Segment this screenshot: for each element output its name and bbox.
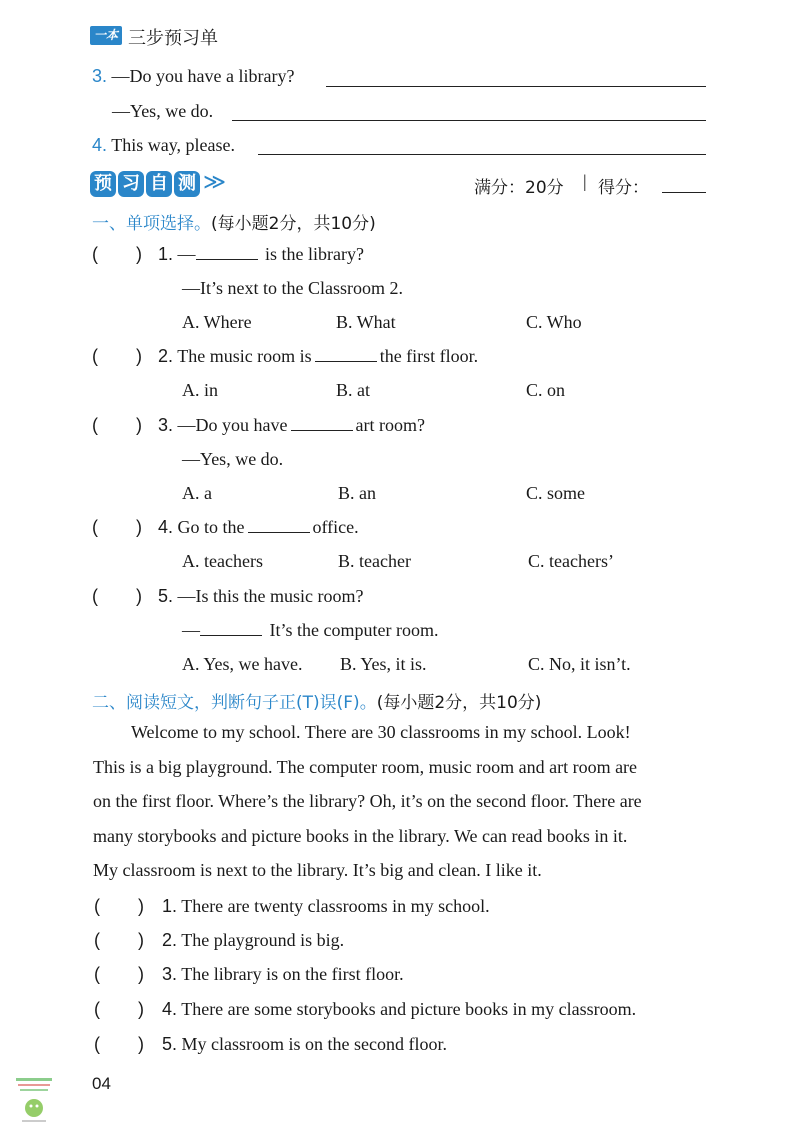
score-input[interactable]	[662, 192, 706, 193]
chevron-right-icon: ≫	[203, 170, 227, 195]
question-5: 5. —Is this the music room?	[158, 586, 364, 606]
option[interactable]: C. No, it isn’t.	[528, 654, 631, 674]
question-1-line2: —It’s next to the Classroom 2.	[182, 278, 403, 298]
option[interactable]: A. Yes, we have.	[182, 654, 303, 674]
score-divider: |	[583, 171, 587, 191]
part2-title: 二、阅读短文，判断句子正(T)误(F)。(每小题2分，共10分)	[92, 693, 542, 713]
answer-paren[interactable]: ( )	[92, 517, 142, 537]
full-score: 满分：20分	[474, 178, 564, 198]
top-item-3-reply: —Yes, we do.	[112, 101, 214, 121]
top-item-3: 3. —Do you have a library?	[92, 66, 295, 86]
passage-line: many storybooks and picture books in the library. We can read books in it.	[93, 826, 628, 846]
header-title: 三步预习单	[128, 28, 218, 49]
option[interactable]: A. teachers	[182, 551, 263, 571]
question-1: 1. — is the library?	[158, 244, 364, 264]
option[interactable]: C. Who	[526, 312, 582, 332]
answer-paren[interactable]: ( )	[92, 586, 142, 606]
badge-char: 自	[146, 171, 172, 197]
option[interactable]: B. an	[338, 483, 376, 503]
answer-paren[interactable]: ( )	[94, 964, 144, 984]
option[interactable]: B. teacher	[338, 551, 411, 571]
answer-line[interactable]	[258, 154, 706, 155]
passage-line: My classroom is next to the library. It’s big and clean. I like it.	[93, 860, 542, 880]
answer-paren[interactable]: ( )	[92, 346, 142, 366]
answer-paren[interactable]: ( )	[94, 930, 144, 950]
option[interactable]: A. a	[182, 483, 212, 503]
statement-1: 1. There are twenty classrooms in my school.	[162, 896, 490, 916]
option[interactable]: C. on	[526, 380, 566, 400]
question-3-line2: —Yes, we do.	[182, 449, 284, 469]
answer-paren[interactable]: ( )	[92, 415, 142, 435]
statement-4: 4. There are some storybooks and picture books in my classroom.	[162, 999, 637, 1019]
answer-paren[interactable]: ( )	[94, 999, 144, 1019]
option[interactable]: B. at	[336, 380, 370, 400]
passage-line: This is a big playground. The computer room, music room and art room are	[93, 757, 638, 777]
question-5-line2: — It’s the computer room.	[182, 620, 439, 640]
answer-paren[interactable]: ( )	[94, 896, 144, 916]
page-number: 04	[92, 1074, 111, 1093]
passage-line: Welcome to my school. There are 30 classrooms in my school. Look!	[131, 722, 631, 742]
option[interactable]: B. What	[336, 312, 396, 332]
answer-line[interactable]	[232, 120, 706, 121]
passage-line: on the first floor. Where’s the library? Oh, it’s on the second floor. There are	[93, 791, 642, 811]
top-item-4: 4. This way, please.	[92, 135, 235, 155]
answer-paren[interactable]: ( )	[94, 1034, 144, 1054]
badge-char: 预	[90, 171, 116, 197]
statement-2: 2. The playground is big.	[162, 930, 345, 950]
question-4: 4. Go to the office.	[158, 517, 359, 537]
answer-paren[interactable]: ( )	[92, 244, 142, 264]
statement-3: 3. The library is on the first floor.	[162, 964, 404, 984]
part1-title: 一、单项选择。(每小题2分，共10分)	[92, 214, 376, 234]
statement-5: 5. My classroom is on the second floor.	[162, 1034, 447, 1054]
watermark-logo-icon	[14, 1074, 54, 1128]
got-score-label: 得分：	[598, 178, 649, 198]
question-3: 3. —Do you have art room?	[158, 415, 425, 435]
question-2: 2. The music room is the first floor.	[158, 346, 479, 366]
option[interactable]: A. in	[182, 380, 218, 400]
answer-line[interactable]	[326, 86, 706, 87]
option[interactable]: A. Where	[182, 312, 252, 332]
option[interactable]: B. Yes, it is.	[340, 654, 427, 674]
badge-char: 测	[174, 171, 200, 197]
option[interactable]: C. some	[526, 483, 586, 503]
option[interactable]: C. teachers’	[528, 551, 614, 571]
brand-logo: 一本	[90, 26, 122, 45]
badge-char: 习	[118, 171, 144, 197]
